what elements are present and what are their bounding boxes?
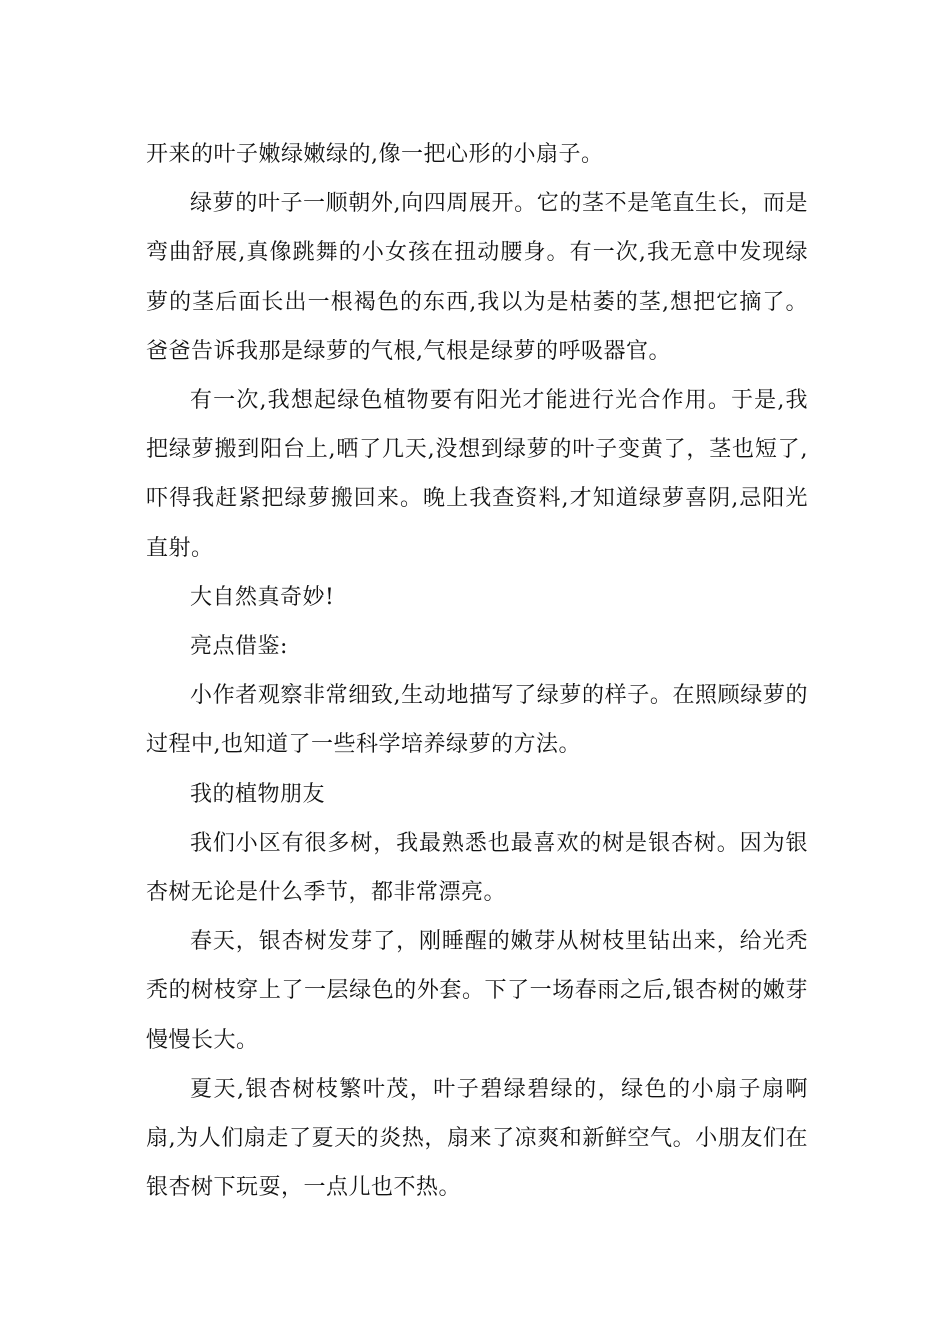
paragraph-9: 春天，银杏树发芽了，刚睡醒的嫩芽从树枝里钻出来，给光秃秃的树枝穿上了一层绿色的外套。下了一场春雨之后,银杏树的嫩芽慢慢长大。 [146,929,808,1053]
paragraph-2: 绿萝的叶子一顺朝外,向四周展开。它的茎不是笔直生长，而是弯曲舒展,真像跳舞的小女孩在扭动腰身。有一次,我无意中发现绿萝的茎后面长出一根褐色的东西,我以为是枯萎的茎,想把它摘了。爸爸告诉我那是绿萝的气根,气根是绿萝的呼吸器官。 [146,191,808,364]
paragraph-5: 亮点借鉴: [190,634,288,660]
paragraph-8: 我们小区有很多树，我最熟悉也最喜欢的树是银杏树。因为银杏树无论是什么季节，都非常漂亮。 [146,830,808,906]
section-title: 我的植物朋友 [190,781,326,807]
paragraph-4: 大自然真奇妙! [190,584,335,610]
paragraph-3: 有一次,我想起绿色植物要有阳光才能进行光合作用。于是,我把绿萝搬到阳台上,晒了几天,没想到绿萝的叶子变黄了，茎也短了,吓得我赶紧把绿萝搬回来。晚上我查资料,才知道绿萝喜阴,忌阳光直射。 [146,388,808,561]
paragraph-6: 小作者观察非常细致,生动地描写了绿萝的样子。在照顾绿萝的过程中,也知道了一些科学培养绿萝的方法。 [146,683,808,758]
paragraph-1: 开来的叶子嫩绿嫩绿的,像一把心形的小扇子。 [146,142,604,167]
paragraph-10: 夏天,银杏树枝繁叶茂，叶子碧绿碧绿的，绿色的小扇子扇啊扇,为人们扇走了夏天的炎热，扇来了凉爽和新鲜空气。小朋友们在银杏树下玩耍，一点儿也不热。 [146,1076,808,1201]
document-body [146,130,808,1212]
